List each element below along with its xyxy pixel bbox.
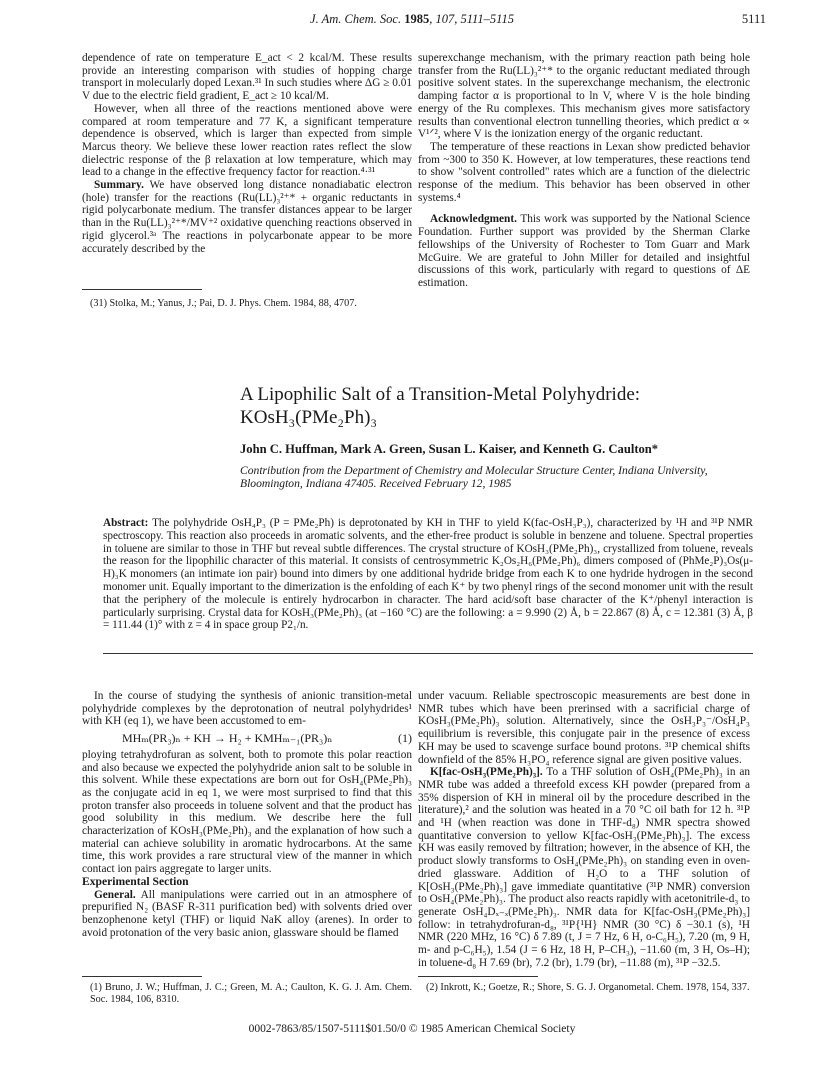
article-title xyxy=(240,383,760,429)
footnote-2: (2) Inkrott, K.; Goetze, R.; Shore, S. G. J. Organometal. Chem. 1978, 154, 337. xyxy=(426,982,750,993)
author-list: John C. Huffman, Mark A. Green, Susan L. Kaiser, and Kenneth G. Caulton* xyxy=(240,442,659,456)
footnote-rule xyxy=(82,289,202,290)
journal-volume-pages: , 107, 5111–5115 xyxy=(429,12,514,26)
journal-year: 1985 xyxy=(404,12,430,26)
equation-expression: MHₘ(PR₃)ₙ + KH → H₂ + KMHₘ₋₁(PR₃)ₙ xyxy=(122,731,333,746)
equation-1 xyxy=(82,728,412,749)
footnote-rule xyxy=(82,976,202,977)
summary-text: We have observed long distance nonadiabatic electron (hole) transfer for the reactions (Ru(LL)₃²⁺* + organic reductants in rigid polycarbonate medium. The transfer distances appear to be larger than in the Ru(LL)₃²⁺*/MV⁺² oxidative quenching reactions observed in rigid glycerol.³ᵃ The reactions in polycarbonate appear to be more accurately described by the xyxy=(82,179,412,255)
acknowledgment-label: Acknowledgment. xyxy=(430,213,517,226)
journal-name: J. Am. Chem. Soc. xyxy=(310,12,402,26)
copyright-footer: 0002-7863/85/1507-5111$01.50/0 © 1985 American Chemical Society xyxy=(248,1023,576,1035)
article-header xyxy=(240,383,760,491)
abstract xyxy=(103,517,753,632)
general-text: All manipulations were carried out in an atmosphere of prepurified N₂ (BASF R-311 purification bed) with solvents dried over benzophenone ketyl (THF) or liquid NaK alloy (arenes). In order to avoid protonation of the very basic anion, glassware should be flamed xyxy=(82,888,412,939)
top-right-column xyxy=(418,52,750,290)
compound-paragraph xyxy=(418,766,750,969)
intro-paragraph: In the course of studying the synthesis of anionic transition-metal polyhydride complexes by the deprotonation of neutral polyhydrides¹ with KH (eq 1), we have been accustomed to em- xyxy=(82,690,412,728)
acknowledgment-text: This work was supported by the National Science Foundation. Further support was provided by the Sherman Clarke fellowships of the University of Rochester to Tom Guarr and Mark McGuire. We are grateful to John Miller for detailed and insightful discussions of this work, particularly with regard to questions of ΔE estimation. xyxy=(418,213,750,289)
summary-paragraph xyxy=(82,179,412,255)
paragraph: dependence of rate on temperature E_act < 2 kcal/M. These results provide an interesting comparison with studies of hopping charge transport in molecularly doped Lexan.³¹ In such studies where ΔG ≥ 0.01 V due to the electric field gradient, E_act ≥ 10 kcal/M. xyxy=(82,52,412,103)
bottom-left-column xyxy=(82,690,412,939)
running-head xyxy=(0,10,824,30)
compound-label: K[fac-OsH₃(PMe₂Ph)₃]. xyxy=(430,766,543,779)
paragraph: under vacuum. Reliable spectroscopic measurements are best done in NMR tubes which have been prerinsed with a sacrificial charge of KOsH₃(PMe₂Ph)₃ solution. Alternatively, since the OsH₃P₃⁻/OsH₄P₃ equilibrium is reversible, this conjugate pair in the presence of excess KH may be used to scavenge surface bound protons. ³¹P chemical shifts downfield of the 85% H₃PO₄ reference signal are given positive values. xyxy=(418,690,750,766)
paragraph: superexchange mechanism, with the primary reaction path being hole transfer from the Ru(LL)₃²⁺* to the organic reductant mediated through positive solvent states. In the superexchange mechanism, the electronic damping factor α is proportional to ln V, where V is the hole binding energy of the Ru complexes. This mechanism gives more satisfactory results than conventional electron tunnelling theories, which predict α ∝ V¹ᐟ², where V is the ionization energy of the organic reductant. xyxy=(418,52,750,141)
summary-label: Summary. xyxy=(94,179,144,192)
acknowledgment-paragraph xyxy=(418,213,750,289)
title-line-1: A Lipophilic Salt of a Transition-Metal Polyhydride: xyxy=(240,384,641,405)
paragraph: The temperature of these reactions in Lexan show predicted behavior from ~300 to 350 K. However, at low temperatures, these reactions tend to show "solvent controlled" rates which are a function of the dielectric response of the medium. This behavior has been observed in other systems.⁴ xyxy=(418,140,750,204)
compound-text: To a THF solution of OsH₄(PMe₂Ph)₃ in an NMR tube was added a threefold excess KH powder (prepared from a 35% dispersion of KH in mineral oil by the procedure described in the literature),² and the solution was heated in a 70 °C oil bath for 12 h. ³¹P and ¹H (when reaction was done in THF-d₈) NMR spectra showed quantitative conversion to yellow K[fac-OsH₃(PMe₂Ph)₃]. The excess KH was easily removed by filtration; however, in the absence of KH, the product slowly transforms to OsH₄(PMe₂Ph)₃ on standing even in oven-dried glassware. Addition of H₂O to a THF solution of K[OsH₃(PMe₂Ph)₃] gave immediate quantitative (³¹P NMR) conversion to OsH₄(PMe₂Ph)₃. The product also reacts rapidly with acetonitrile-d₃ to generate OsH₄Dₓ₋ₓ(PMe₂Ph)₃. NMR data for K[fac-OsH₃(PMe₂Ph)₃] follow: in tetrahydrofuran-d₈, ³¹P{¹H} NMR (30 °C) δ −30.1 (s), ¹H NMR (220 MHz, 16 °C) δ 7.89 (t, J = 7 Hz, 6 H, o-C₆H₅), 7.20 (m, 9 H, m- and p-C₆H₅), 1.54 (J = 6 Hz, 18 H, P–CH₃), −11.60 (m, 3 H, Os–H); in toluene-d₈ H 7.69 (br), 7.2 (br), 1.79 (br), −11.88 (m), ³¹P −32.5. xyxy=(418,766,750,969)
general-label: General. xyxy=(94,888,136,901)
abstract-label: Abstract: xyxy=(103,517,149,529)
paragraph: ploying tetrahydrofuran as solvent, both to promote this polar reaction and also because we expected the polyhydride anion salt to be soluble in this solvent. While these expectations are born out for OsH₄(PMe₂Ph)₃ as the conjugate acid in eq 1, we were most surprised to find that this proton transfer also proceeds in toluene solvent and that the product has good solubility in this medium. We describe here the full characterization of KOsH₃(PMe₂Ph)₃ and the explanation of how such a material can achieve solubility in aromatic hydrocarbons. At the same time, this work provides a rare structural view of the manner in which contact ion pairs aggregate to larger units. xyxy=(82,748,412,876)
affiliation: Contribution from the Department of Chemistry and Molecular Structure Center, Indiana University, Bloomington, Indiana 47405. Received February 12, 1985 xyxy=(240,464,708,491)
title-line-2: KOsH₃(PMe₂Ph)₃ xyxy=(240,407,378,428)
equation-number: (1) xyxy=(398,731,412,746)
bottom-right-column xyxy=(418,690,750,969)
abstract-rule xyxy=(103,653,753,654)
footnote-31: (31) Stolka, M.; Yanus, J.; Pai, D. J. Phys. Chem. 1984, 88, 4707. xyxy=(90,298,357,309)
paragraph: However, when all three of the reactions mentioned above were compared at room temperature and 77 K, a significant temperature dependence is observed, which is larger than expected from simple Marcus theory. We believe these lower reaction rates reflect the slow dielectric response of the β relaxation at low temperature, which may lead to a change in the effective frequency factor for reaction.⁴·³¹ xyxy=(82,102,412,179)
abstract-text: The polyhydride OsH₄P₃ (P = PMe₂Ph) is deprotonated by KH in THF to yield K(fac-OsH₃P₃), characterized by ¹H and ³¹P NMR spectroscopy. This reaction also proceeds in aromatic solvents, and the ether-free product is soluble in benzene and toluene. Spectral properties in toluene are similar to those in THF but reveal subtle differences. The crystal structure of KOsH₃(PMe₂Ph)₃, crystallized from toluene, reveals the reason for the lipophilic character of this material. It consists of centrosymmetric K₂Os₂H₆(PMe₂Ph)₆ dimers composed of (PhMe₂P)₃Os(μ-H)₃K monomers (an intimate ion pair) bound into dimers by one additional hydride bridge from each K to one hydride hydrogen in the second monomer unit. Equally important to the dimerization is the enfolding of each K⁺ by two phenyl rings of the second monomer unit with the result that the periphery of the molecule is entirely hydrocarbon in character. The hard acid/soft base character of the K⁺/phenyl interaction is particularly surprising. Crystal data for KOsH₃(PMe₂Ph)₃ (at −160 °C) are the following: a = 9.990 (2) Å, b = 22.867 (8) Å, c = 12.381 (3) Å, β = 111.44 (1)° with z = 4 in space group P2₁/n. xyxy=(103,517,753,632)
journal-citation xyxy=(0,12,824,27)
top-left-column xyxy=(82,52,412,255)
footnote-rule xyxy=(418,976,538,977)
page-number: 5111 xyxy=(741,12,766,26)
general-paragraph xyxy=(82,889,412,940)
section-heading: Experimental Section xyxy=(82,874,189,888)
footnote-1: (1) Bruno, J. W.; Huffman, J. C.; Green, M. A.; Caulton, K. G. J. Am. Chem. Soc. 1984, 106, 8310. xyxy=(90,982,412,1005)
